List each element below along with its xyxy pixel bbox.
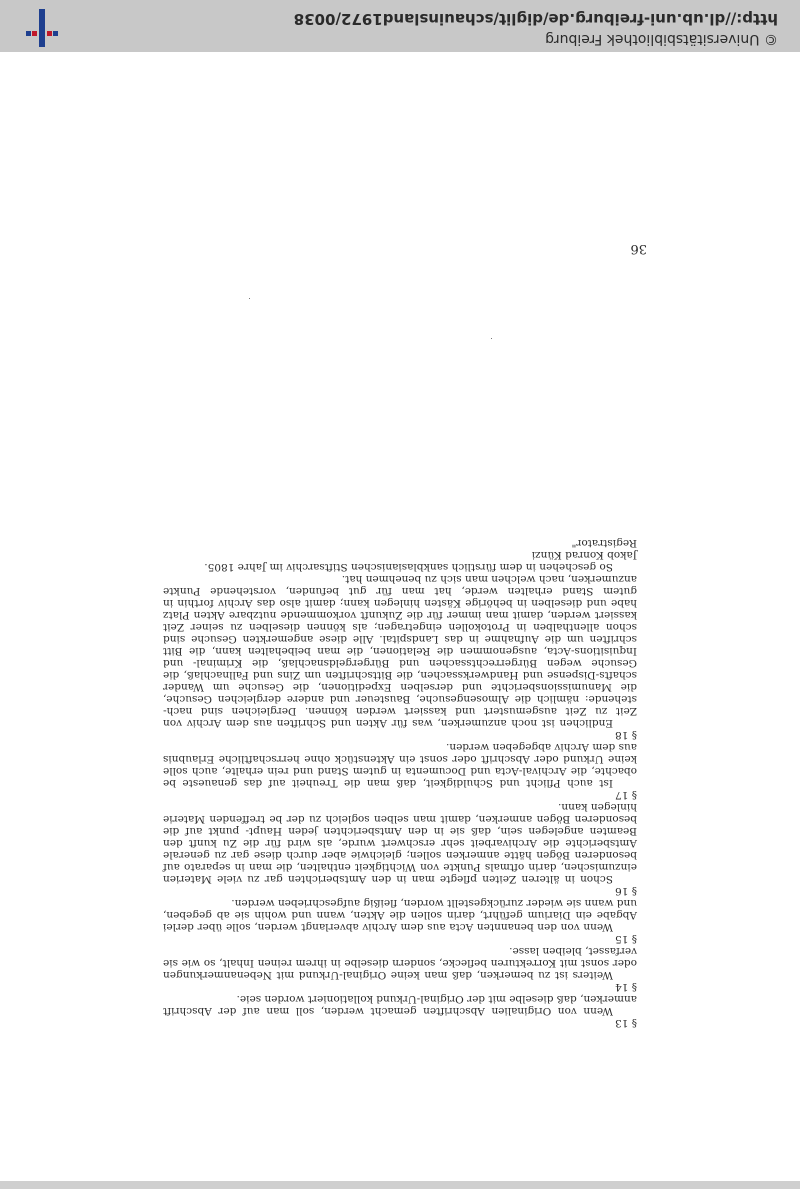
section-text-14: Weiters ist zu bemerken, daß man keine Original-Urkund mit Nebenanmerkungen oder sonst mit Korrekturen beflecke, sondern dieselbe in ihrem reinen Inhalt, so wie sie verfasset, bleiben lasse. (163, 945, 637, 981)
scan-speck (491, 338, 492, 339)
signature-name: Jakob Konrad Künzi (531, 549, 637, 561)
closing-line: So geschehen in dem fürstlich sankblasianischen Stiftsarchiv im Jahre 1805. (204, 561, 613, 573)
signature-title: Registrator" (571, 537, 637, 549)
footer-bar (0, 0, 800, 52)
logo-accent (47, 31, 52, 36)
ub-freiburg-logo-icon (22, 8, 62, 48)
logo-accent-right (32, 31, 37, 36)
logo-bar-left (53, 31, 58, 36)
section-text-15: Wenn von den benannten Acta aus dem Archiv abverlangt werden, solle über derlei Abgabe ein Diarium geführt, darin sollen die Akten, wann und wohin sie ab gegeben, und wann sie wieder zurückgestellt worden, fleißig aufgeschrieben werden. (163, 897, 637, 933)
section-heading-16: § 16 (615, 885, 637, 897)
section-heading-17: § 17 (615, 789, 637, 801)
section-heading-18: § 18 (615, 729, 637, 741)
section-text-13: Wenn von Originalien Abschriften gemacht werden, soll man auf der Abschrift anmerken, daß dieselbe mit der Original-Urkund kollationiert worden seie. (163, 993, 637, 1017)
permalink-url[interactable]: http://dl.ub.uni-freiburg.de/diglit/schauinsland1972/0038 (293, 10, 778, 28)
logo-bar-right (26, 31, 31, 36)
viewer-edge-strip (0, 1181, 800, 1189)
copyright-text: © Universitätsbibliothek Freiburg (545, 31, 778, 47)
scan-speck (249, 298, 250, 299)
footer-text-block (294, 9, 778, 48)
section-text-16: Schon in älteren Zeiten pflegte man in den Amtsberichten gar zu viele Materien einzumischen, darin oftmals Punkte von Wichtigkeit enthalten, die man in separato auf besonderen Bögen hätte anmerken sollen; gleichwie aber durch diese gar zu generale Amtsberichte die Archivarbeit sehr erschwert wurde, als wird für die Zu kunft den Beamten angelegen sein, daß sie in den Amtsberichten jeden Haupt- punkt auf die besonderen Bögen anmerken, damit man selben sogleich zu der be treffenden Materie hinlegen kann. (163, 801, 637, 885)
section-heading-15: § 15 (615, 933, 637, 945)
section-text-17: Ist auch Pflicht und Schuldigkeit, daß man die Treuheit auf das genaueste be obachte, die Archival-Acta und Documenta in gutem Stand und rein erhalte, auch solle keine Urkund oder Abschrift oder sonst ein Aktenstück ohne herrschaftliche Erlaubnis aus dem Archiv abgegeben werden. (163, 741, 637, 789)
document-body (163, 537, 637, 1029)
logo-bar-center (39, 9, 45, 47)
section-heading-13: § 13 (615, 1017, 637, 1029)
signature-block (163, 537, 637, 561)
section-heading-14: § 14 (615, 981, 637, 993)
section-text-18: Endlichen ist noch anzumerken, was für Akten und Schriften aus dem Archiv von Zeit zu Zeit ausgemustert und kassiert werden können. Dergleichen sind nach- stehende: nämlich die Almosengesuche, Bausteuer und andere dergleichen Gesuche, die Manumissionsberichte und derselben Expeditionen, die Gesuche um Wander schafts-Dispense und Handwerkssachen, die Bittschriften um Zins und Fallnachlaß, die Gesuche wegen Bürgerrechtssachen und Bürgergeldsnachlaß, die Kriminal- und Inquisitions-Acta, ausgenommen die Relationen, die man beibehalten kann, die Bitt schriften um die Aufnahme in das Landspital. Alle diese angemerkten Gesuche sind schon allenthalben in Protokollen eingetragen; als können dieselben zu seiner Zeit kassiert werden, damit man immer für die Zukunft vorkommende nutzbare Akten Platz habe und dieselben in behörige Kästen hinlegen kann; damit also das Archiv forthin in gutem Stand erhalten werde, hat man für gut befunden, vorstehende Punkte anzumerken, nach welchen man sich zu benehmen hat. (163, 573, 637, 729)
page-number: 36 (630, 241, 647, 256)
